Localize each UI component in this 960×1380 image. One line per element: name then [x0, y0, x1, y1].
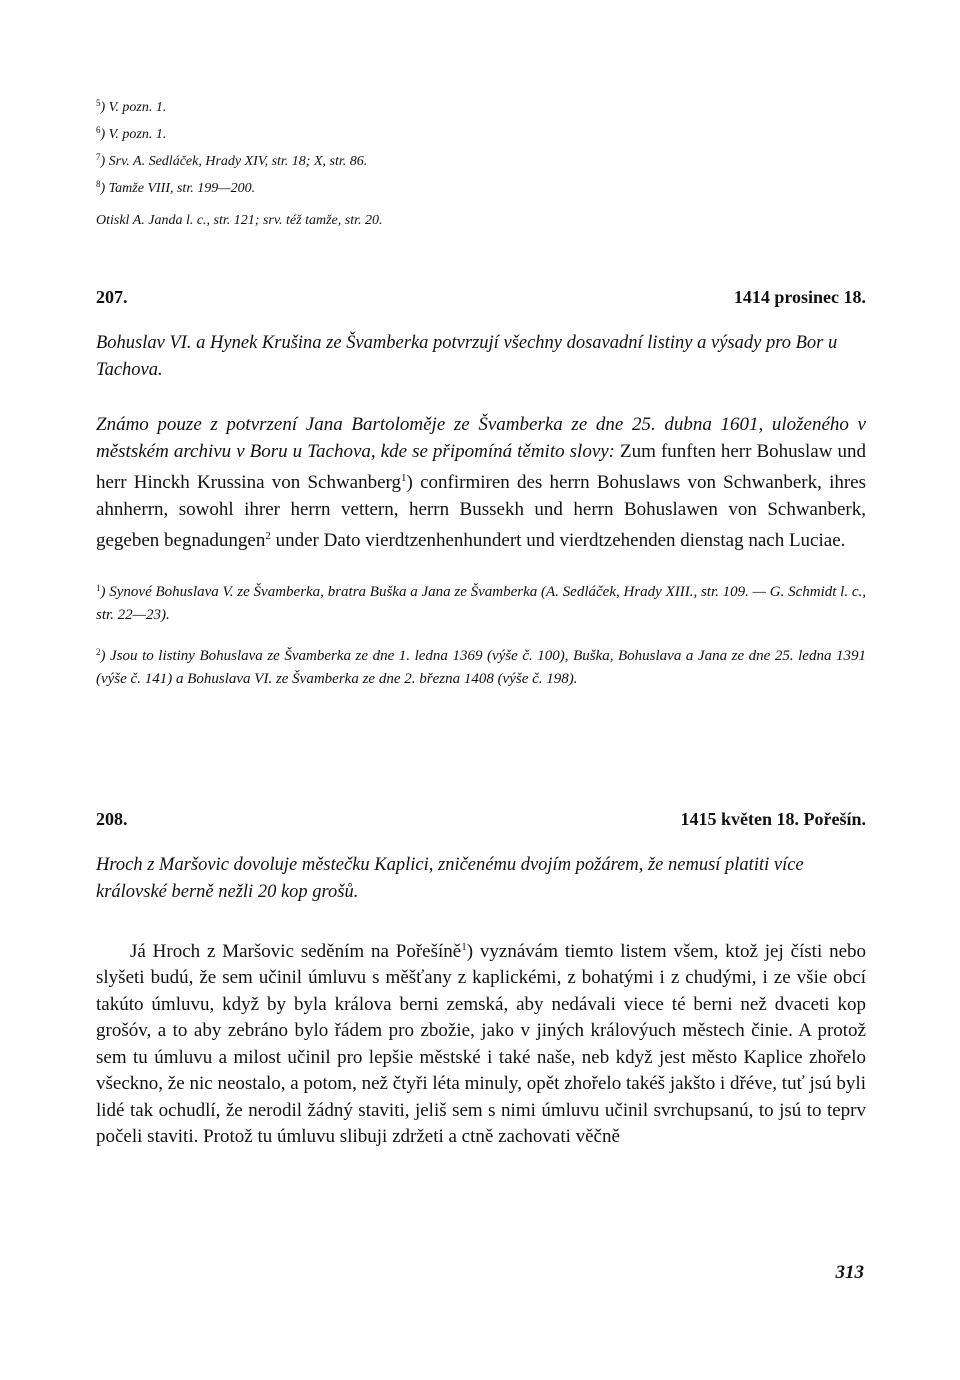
document-heading	[96, 809, 866, 830]
document-heading	[96, 287, 866, 308]
top-footnotes	[96, 92, 866, 200]
document-footnotes	[96, 577, 866, 691]
footnote: $^1$) Synové Bohuslava V. ze Švamberka, bratra Buška a Jana ze Švamberka (A. Sedláček, Hrady XIII., str. 109. — G. Schmidt l. c., str. 22—23).	[96, 582, 866, 623]
source-intro: Známo pouze z potvrzení Jana Bartoloměje ze Švamberka ze dne 25. dubna 1601, uloženého v městském archivu v Boru u Tachova, kde se připomíná těmito slovy:	[96, 414, 866, 462]
footnote-ref: 1	[461, 940, 467, 953]
footnote-ref: 2	[265, 530, 271, 542]
document-text: Já Hroch z Maršovic seděním na Pořešíně$^1$) vyznávám tiemto listem všem, ktož jej čísti nebo slyšeti budú, že sem učinil úmluvu s měšťany z kaplickémi, z bohatými i z chudými, i ze všie obcí takúto úmluvu, když by byla králova berni zemská, aby nedávali viece té berni než dvaceti kop grošóv, a to aby zebráno bylo řádem pro zbožie, jako v jiných královýuch městech činie. A protož sem tu úmluvu a milost učinil pro lepšie městské i také naše, neb když jest město Kaplice zhořelo všeckno, že nic neostalo, a potom, než čtyři léta minuly, opět zhořelo takéš jakšto i dřéve, tuť jsú byli lidé tak ochudlí, že nerodil žádný staviti, jeliš sem s nimi úmluvu učinil svrchupsanú, to jsú to teprv počeli staviti. Protož tu úmluvu slibuji zdržeti a ctně zachovati věčně	[96, 940, 866, 1147]
document-date: 1415 květen 18. Pořešín.	[680, 808, 866, 829]
document-regest: Hroch z Maršovic dovoluje městečku Kaplici, zničenému dvojím požárem, že nemusí platiti více královské berně nežli 20 kop grošů.	[96, 854, 804, 902]
top-note: $^7$) Srv. A. Sedláček, Hrady XIV, str. 18; X, str. 86.	[96, 152, 368, 169]
document-regest: Bohuslav VI. a Hynek Krušina ze Švamberka potvrzují všechny dosavadní listiny a výsady pro Bor u Tachova.	[96, 333, 838, 380]
document-page	[96, 92, 866, 1151]
document-number: 208.	[96, 808, 128, 829]
document-date: 1414 prosinec 18.	[733, 287, 866, 307]
top-note: $^6$) V. pozn. 1.	[96, 125, 167, 142]
document-number: 207.	[96, 287, 128, 307]
document-text: Známo pouze z potvrzení Jana Bartoloměje ze Švamberka ze dne 25. dubna 1601, uloženého v městském archivu v Boru u Tachova, kde se připomíná těmito slovy: Zum funften herr Bohuslaw und herr Hinckh Krussina von Schwanberg$^1$) confirmiren des herrn Bohuslaws von Schwanberk, ihres ahnherrn, sowohl ihrer herrn vettern, herrn Bussekh und herrn Bohuslawen von Schwanberk, gegeben begnadungen$^2$ under Dato vierdtzenhenhundert und vierdtzehenden dienstag nach Luciae.	[96, 414, 866, 551]
top-note: $^5$) V. pozn. 1.	[96, 98, 167, 115]
edition-note: Otiskl A. Janda l. c., str. 121; srv. též tamže, str. 20.	[96, 213, 383, 228]
top-note: $^8$) Tamže VIII, str. 199—200.	[96, 179, 256, 196]
page-number: 313	[835, 1262, 864, 1283]
footnote-ref: 1	[401, 472, 407, 484]
footnote: $^2$) Jsou to listiny Bohuslava ze Švamberka ze dne 1. ledna 1369 (výše č. 100), Buška, Bohuslava a Jana ze dne 25. ledna 1391 (výše č. 141) a Bohuslava VI. ze Švamberka ze dne 2. března 1408 (výše č. 198).	[96, 646, 866, 687]
